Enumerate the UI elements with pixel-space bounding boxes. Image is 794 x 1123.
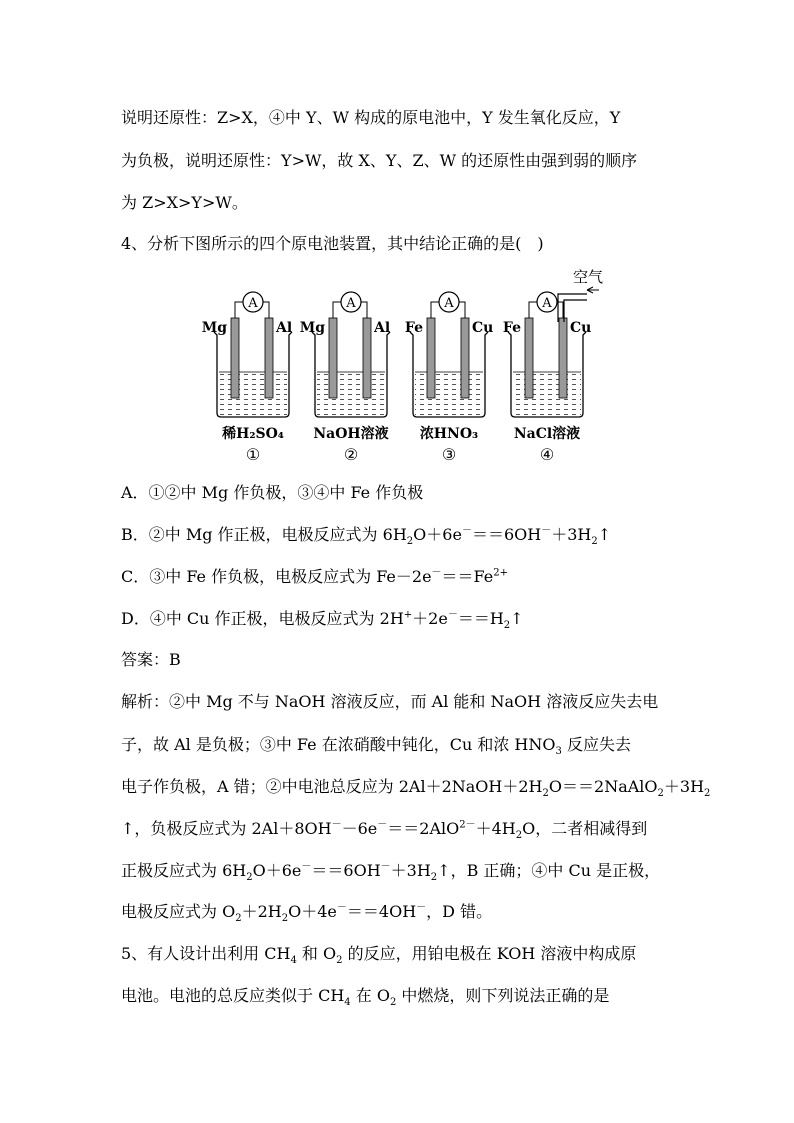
cell-number: ③ bbox=[441, 445, 457, 464]
cell-number: ② bbox=[343, 445, 359, 464]
solution-label: NaOH溶液 bbox=[313, 426, 389, 442]
cell-1 bbox=[202, 292, 292, 464]
question-4-stem: 4、分析下图所示的四个原电池装置，其中结论正确的是( ) bbox=[121, 234, 544, 253]
answer: 答案：B bbox=[121, 650, 181, 669]
text-line: 为负极，说明还原性：Y>W，故 X、Y、Z、W 的还原性由强到弱的顺序 bbox=[121, 151, 638, 170]
right-electrode bbox=[461, 318, 469, 398]
solution-label: NaCl溶液 bbox=[513, 426, 581, 442]
analysis-line: ↑，负极反应式为 $2Al+8OH^--6e^-==2AlO^{2-}+4H_2O$，二者相减得到 bbox=[121, 819, 648, 842]
left-electrode-label: Mg bbox=[201, 320, 227, 336]
galvanic-cells-figure bbox=[195, 262, 605, 467]
right-electrode-label: Cu bbox=[472, 320, 494, 336]
text-line: 为 Z>X>Y>W。 bbox=[121, 193, 248, 212]
air-label: 空气 bbox=[573, 268, 604, 286]
solution-label: 稀H₂SO₄ bbox=[222, 426, 284, 442]
cell-2 bbox=[300, 292, 390, 464]
left-electrode bbox=[329, 318, 337, 398]
analysis-line: 电子作负极，A 错；②中电池总反应为 $2Al+2NaOH+2H_2O==2NaAlO_2+3H_2$ bbox=[121, 777, 711, 800]
left-electrode bbox=[525, 318, 533, 398]
option-d: D．④中 Cu 作正极，电极反应式为 $2H^++2e^-==H_2↑$ bbox=[121, 609, 524, 632]
analysis-line: 子，故 Al 是负极；③中 Fe 在浓硝酸中钝化，Cu 和浓 $HNO_3$ 反应失去 bbox=[121, 735, 631, 758]
option-a: A．①②中 Mg 作负极，③④中 Fe 作负极 bbox=[121, 483, 424, 502]
left-electrode bbox=[427, 318, 435, 398]
analysis-line: 电极反应式为 $O_2+2H_2O+4e^-==4OH^-$，D 错。 bbox=[121, 902, 493, 925]
electrolyte bbox=[513, 372, 581, 415]
solution-label: 浓HNO₃ bbox=[419, 426, 479, 442]
air-tube bbox=[558, 268, 603, 322]
right-electrode-label: Cu bbox=[570, 320, 592, 336]
text-line: 说明还原性：Z>X，④中 Y、W 构成的原电池中，Y 发生氧化反应，Y bbox=[121, 108, 621, 127]
ammeter-symbol: A bbox=[542, 296, 552, 311]
right-electrode bbox=[265, 318, 273, 398]
option-c: C．③中 Fe 作负极，电极反应式为 $Fe-2e^-==Fe^{2+}$ bbox=[121, 567, 508, 586]
cell-4 bbox=[503, 292, 591, 464]
electrolyte bbox=[317, 372, 385, 415]
cell-number: ④ bbox=[539, 445, 555, 464]
electrolyte bbox=[415, 372, 483, 415]
analysis-line: 解析：②中 Mg 不与 NaOH 溶液反应，而 Al 能和 NaOH 溶液反应失去电 bbox=[121, 692, 659, 711]
right-electrode-label: Al bbox=[276, 320, 293, 336]
left-electrode-label: Fe bbox=[404, 320, 423, 336]
question-5-line: 电池。电池的总反应类似于 $CH_4$ 在 $O_2$ 中燃烧，则下列说法正确的是 bbox=[121, 986, 610, 1009]
right-electrode bbox=[559, 318, 567, 398]
option-b: B．②中 Mg 作正极，电极反应式为 $6H_2O+6e^-==6OH^-+3H_2↑$ bbox=[121, 525, 612, 548]
cell-number: ① bbox=[245, 445, 261, 464]
ammeter-symbol: A bbox=[444, 296, 454, 311]
electrolyte bbox=[219, 372, 287, 415]
left-electrode bbox=[231, 318, 239, 398]
right-electrode bbox=[363, 318, 371, 398]
ammeter-symbol: A bbox=[346, 296, 356, 311]
ammeter-symbol: A bbox=[248, 296, 258, 311]
right-electrode-label: Al bbox=[374, 320, 391, 336]
analysis-line: 正极反应式为 $6H_2O+6e^-==6OH^-+3H_2↑$，B 正确；④中 Cu 是正极， bbox=[121, 861, 661, 884]
cell-3 bbox=[405, 292, 493, 464]
question-5-line: 5、有人设计出利用 $CH_4$ 和 $O_2$ 的反应，用铂电极在 KOH 溶液中构成原 bbox=[121, 944, 637, 967]
left-electrode-label: Mg bbox=[299, 320, 325, 336]
left-electrode-label: Fe bbox=[502, 320, 521, 336]
